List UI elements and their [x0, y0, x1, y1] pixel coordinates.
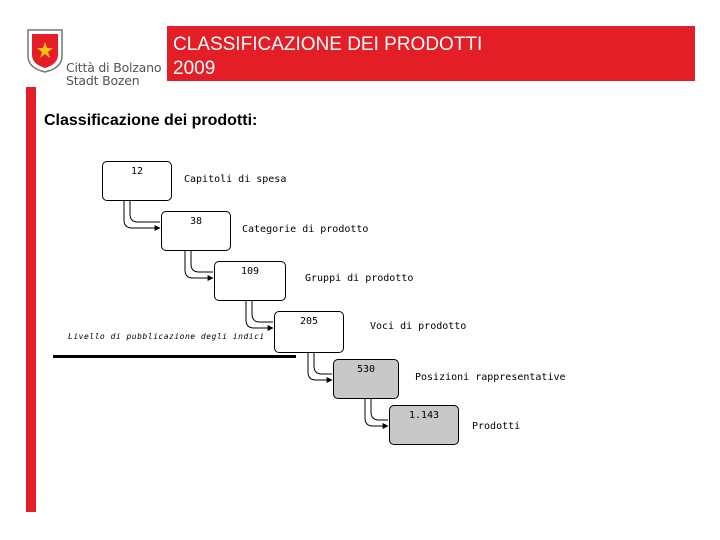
- level-box-2: [161, 211, 231, 251]
- logo-text-city: Città di Bolzano: [66, 60, 162, 75]
- section-heading: Classificazione dei prodotti:: [44, 112, 258, 129]
- level-label-1: Capitoli di spesa: [184, 174, 287, 185]
- level-box-5: [333, 359, 399, 399]
- level-label-2: Categorie di prodotto: [242, 224, 369, 235]
- level-count-6: 1.143: [408, 410, 440, 421]
- level-label-4: Voci di prodotto: [370, 321, 467, 332]
- level-label-5: Posizioni rappresentative: [415, 372, 566, 383]
- level-count-1: 12: [130, 166, 144, 177]
- level-box-6: [389, 405, 459, 445]
- level-count-3: 109: [240, 266, 260, 277]
- title-line-1: CLASSIFICAZIONE DEI PRODOTTI: [173, 34, 483, 55]
- level-count-5: 530: [356, 364, 376, 375]
- logo-text-stadt: Stadt Bozen: [66, 73, 140, 88]
- level-box-1: [102, 161, 172, 201]
- level-label-3: Gruppi di prodotto: [305, 273, 414, 284]
- level-box-4: [274, 311, 344, 353]
- level-label-6: Prodotti: [472, 421, 521, 432]
- level-box-3: [214, 261, 286, 301]
- publication-level-label: Livello di pubblicazione degli indici: [68, 332, 265, 341]
- publication-level-line: [53, 355, 296, 358]
- title-line-2: 2009: [173, 58, 216, 79]
- level-count-2: 38: [189, 216, 203, 227]
- level-count-4: 205: [299, 316, 319, 327]
